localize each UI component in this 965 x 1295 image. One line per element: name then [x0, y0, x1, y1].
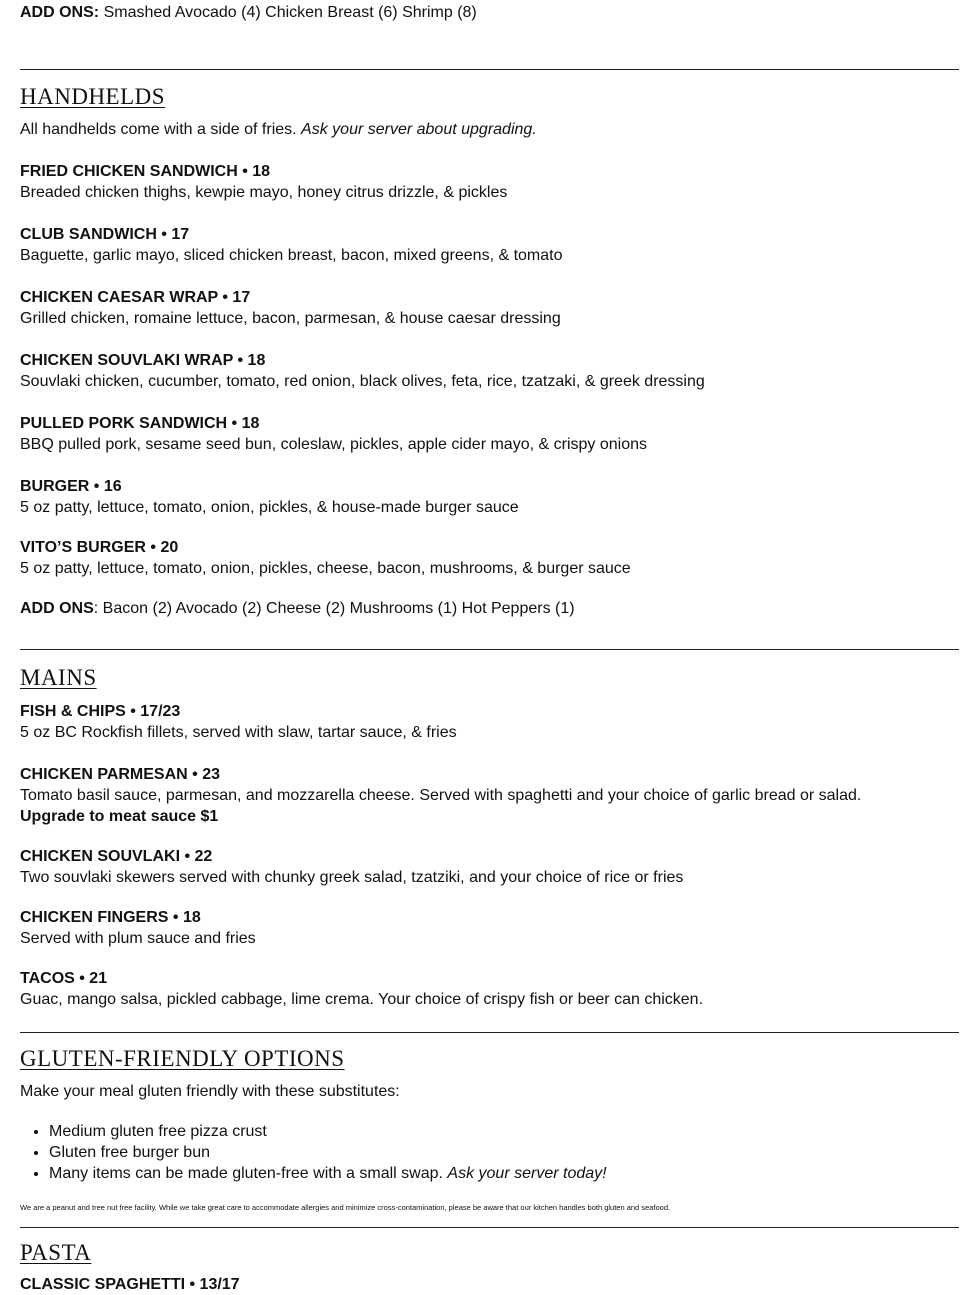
menu-item-description: Baguette, garlic mayo, sliced chicken breast, bacon, mixed greens, & tomato: [20, 247, 563, 264]
menu-item-name: CHICKEN FINGERS • 18: [20, 909, 201, 926]
pasta-heading: PASTA: [20, 1240, 92, 1265]
handhelds-addons-label: ADD ONS: [20, 600, 94, 617]
allergy-disclaimer: We are a peanut and tree nut free facility. While we take great care to accommodate allergies and minimize cross-contamination, please be aware that our kitchen handles both gluten and seafood.: [20, 1203, 671, 1212]
menu-item-name: TACOS • 21: [20, 970, 108, 987]
handhelds-intro-italic: Ask your server about upgrading.: [301, 121, 537, 138]
menu-item-name: FRIED CHICKEN SANDWICH • 18: [20, 163, 271, 180]
handhelds-item: [20, 224, 563, 266]
list-item: [49, 1142, 607, 1163]
handhelds-heading: HANDHELDS: [20, 84, 166, 109]
menu-item-upgrade-note: Upgrade to meat sauce $1: [20, 808, 219, 825]
menu-item-name: CHICKEN PARMESAN • 23: [20, 766, 220, 783]
menu-item-name: CHICKEN SOUVLAKI • 22: [20, 848, 213, 865]
menu-item-name: CLASSIC SPAGHETTI • 13/17: [20, 1276, 240, 1293]
section-divider: [20, 1032, 959, 1033]
menu-item-description: Two souvlaki skewers served with chunky greek salad, tzatziki, and your choice of rice or fries: [20, 869, 684, 886]
mains-item: [20, 764, 861, 827]
top-addons-text: Smashed Avocado (4) Chicken Breast (6) Shrimp (8): [103, 4, 477, 21]
mains-item: [20, 846, 683, 888]
handhelds-addons-line: [20, 598, 575, 619]
menu-item-description: Souvlaki chicken, cucumber, tomato, red onion, black olives, feta, rice, tzatzaki, & greek dressing: [20, 373, 705, 390]
list-item-text: Many items can be made gluten-free with a small swap.: [49, 1165, 443, 1182]
handhelds-intro-text: All handhelds come with a side of fries.: [20, 121, 297, 138]
menu-item-description: 5 oz BC Rockfish fillets, served with slaw, tartar sauce, & fries: [20, 724, 457, 741]
handhelds-item: [20, 350, 705, 392]
list-item: [49, 1121, 607, 1142]
menu-item-description: 5 oz patty, lettuce, tomato, onion, pickles, cheese, bacon, mushrooms, & burger sauce: [20, 560, 631, 577]
mains-item: [20, 968, 703, 1010]
mains-item: [20, 907, 256, 949]
list-item: [49, 1163, 607, 1184]
list-item-italic: Ask your server today!: [447, 1165, 607, 1182]
menu-item-description: Served with plum sauce and fries: [20, 930, 256, 947]
section-divider: [20, 1227, 959, 1228]
menu-item-description: Guac, mango salsa, pickled cabbage, lime crema. Your choice of crispy fish or beer can chicken.: [20, 991, 704, 1008]
menu-item-description: Breaded chicken thighs, kewpie mayo, honey citrus drizzle, & pickles: [20, 184, 508, 201]
menu-item-name: PULLED PORK SANDWICH • 18: [20, 415, 260, 432]
menu-item-name: CHICKEN CAESAR WRAP • 17: [20, 289, 251, 306]
handhelds-item: [20, 413, 647, 455]
section-divider: [20, 649, 959, 650]
menu-item-name: VITO’S BURGER • 20: [20, 539, 179, 556]
menu-item-name: BURGER • 16: [20, 478, 122, 495]
top-addons-label: ADD ONS:: [20, 4, 100, 21]
menu-item-description: 5 oz patty, lettuce, tomato, onion, pickles, & house-made burger sauce: [20, 499, 519, 516]
mains-item: [20, 701, 457, 743]
menu-item-name: FISH & CHIPS • 17/23: [20, 703, 181, 720]
gluten-heading: GLUTEN-FRIENDLY OPTIONS: [20, 1046, 345, 1071]
menu-item-name: CHICKEN SOUVLAKI WRAP • 18: [20, 352, 266, 369]
menu-item-description: BBQ pulled pork, sesame seed bun, coleslaw, pickles, apple cider mayo, & crispy onions: [20, 436, 647, 453]
menu-item-description: Grilled chicken, romaine lettuce, bacon, parmesan, & house caesar dressing: [20, 310, 561, 327]
gluten-substitutes-list: [20, 1121, 607, 1184]
menu-item-description: Tomato basil sauce, parmesan, and mozzarella cheese. Served with spaghetti and your choice of garlic bread or salad.: [20, 787, 862, 804]
handhelds-item: [20, 537, 631, 579]
menu-item-name: CLUB SANDWICH • 17: [20, 226, 190, 243]
handhelds-item: [20, 287, 561, 329]
handhelds-addons-text: : Bacon (2) Avocado (2) Cheese (2) Mushrooms (1) Hot Peppers (1): [93, 600, 575, 617]
section-divider: [20, 69, 959, 70]
handhelds-intro: [20, 119, 537, 140]
gluten-intro: Make your meal gluten friendly with these substitutes:: [20, 1083, 400, 1100]
top-addons-line: [20, 2, 477, 23]
list-item-text: Medium gluten free pizza crust: [49, 1123, 267, 1140]
mains-heading: MAINS: [20, 665, 97, 690]
handhelds-item: [20, 161, 507, 203]
handhelds-item: [20, 476, 519, 518]
list-item-text: Gluten free burger bun: [49, 1144, 210, 1161]
